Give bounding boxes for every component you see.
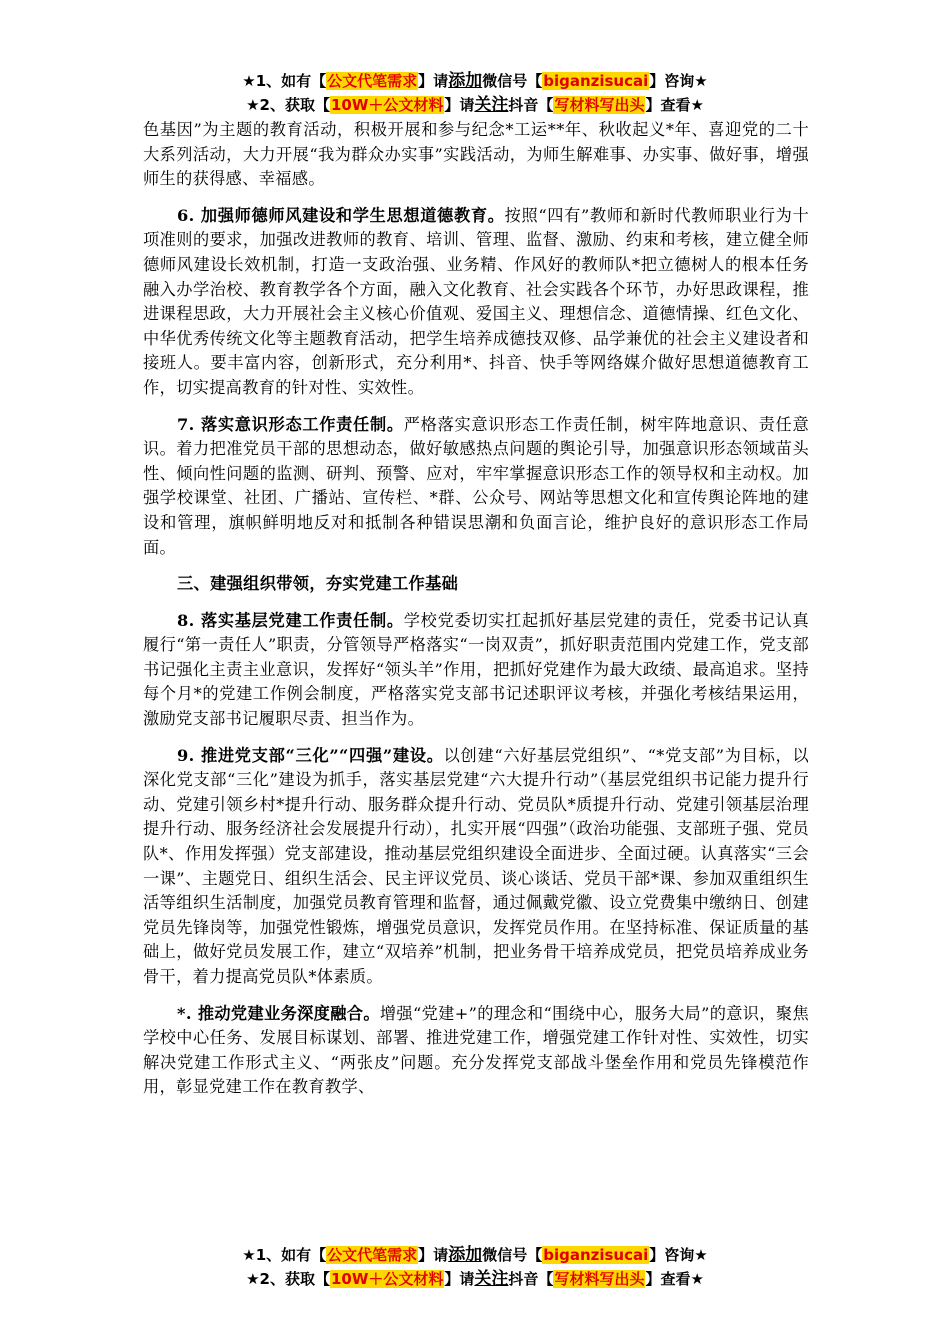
paragraph-text: 按照“四有”教师和新时代教师职业行为十项准则的要求，加强改进教师的教育、培训、管理、监督、激励、约束和考核，建立健全师德师风建设长效机制，打造一支政治强、业务精、作风好的教师队*把立德树人的根本任务融入办学治校、教育教学各个方面，融入文化教育、社会实践各个环节，办好思政课程，推进课程思政，大力开展社会主义核心价值观、爱国主义、理想信念、道德情操、红色文化、中华优秀传统文化等主题教育活动，把学生培养成德技双修、品学兼优的社会主义建设者和接班人。要丰富内容，创新形式，充分利用*、抖音、快手等网络媒介做好思想道德教育工作，切实提高教育的针对性、实效性。: [143, 205, 809, 397]
section-heading-3: 三、建强组织带领，夯实党建工作基础: [177, 574, 459, 594]
paragraph-text: 严格落实意识形态工作责任制，树牢阵地意识、责任意识。着力把准党员干部的思想动态，做好敏感热点问题的舆论引导，加强意识形态领域苗头性、倾向性问题的监测、研判、预警、应对，牢牢掌握意识形态工作的领导权和主动权。加强学校课堂、社团、广播站、宣传栏、*群、公众号、网站等思想文化和宣传舆论阵地的建设和管理，旗帜鲜明地反对和抵制各种错误思潮和负面言论，维护良好的意识形态工作局面。: [143, 414, 809, 557]
paragraph-9: [143, 744, 809, 990]
paragraph-heading: 8. 落实基层党建工作责任制。: [177, 610, 404, 630]
banner-text: 】咨询★: [649, 1246, 708, 1264]
banner-highlight: 公文代笔需求: [327, 1246, 418, 1264]
banner-text: ★2、获取【: [246, 96, 330, 114]
banner-text: ★1、如有【: [242, 1246, 327, 1264]
document-body: [143, 118, 809, 1112]
bottom-banner-line-2: [0, 1268, 950, 1290]
banner-text: 】查看★: [645, 1270, 704, 1288]
banner-underline: 关注: [474, 95, 509, 115]
banner-text: 抖音【: [508, 1270, 554, 1288]
paragraph-heading: 9. 推进党支部“三化”“四强”建设。: [177, 745, 444, 765]
banner-wechat-id: biganzisucai: [543, 1246, 649, 1264]
banner-text: 】查看★: [645, 96, 704, 114]
banner-text: 】请: [444, 1270, 475, 1288]
paragraph-text: 学校党委切实扛起抓好基层党建的责任，党委书记认真履行“第一责任人”职责，分管领导严格落实“一岗双责”，抓好职责范围内党建工作，党支部书记强化主责主业意识，发挥好“领头羊”作用，把抓好党建作为最大政绩、最高追求。坚持每个月*的党建工作例会制度，严格落实党支部书记述职评议考核，并强化考核结果运用，激励党支部书记履职尽责、担当作为。: [143, 610, 809, 729]
paragraph-10: [143, 1002, 809, 1100]
banner-wechat-id: biganzisucai: [543, 72, 649, 90]
banner-underline: 关注: [474, 1269, 509, 1289]
banner-text: 】请: [444, 96, 475, 114]
paragraph-continued: [143, 118, 809, 192]
paragraph-heading: *. 推动党建业务深度融合。: [177, 1003, 380, 1023]
banner-text: 】咨询★: [649, 72, 708, 90]
banner-underline: 添加: [448, 1245, 483, 1265]
paragraph-text: 色基因”为主题的教育活动，积极开展和参与纪念*工运**年、秋收起义*年、喜迎党的二十大系列活动，大力开展“我为群众办实事”实践活动，为师生解难事、办实事、做好事，增强师生的获得感、幸福感。: [143, 120, 809, 189]
paragraph-text: 以创建“六好基层党组织”、“*党支部”为目标，以深化党支部“三化”建设为抓手，落实基层党建“六大提升行动”（基层党组织书记能力提升行动、党建引领乡村*提升行动、服务群众提升行动、党员队*质提升行动、党建引领基层治理提升行动、服务经济社会发展提升行动），扎实开展“四强”（政治功能强、支部班子强、党员队*、作用发挥强）党支部建设，推动基层党组织建设全面进步、全面过硬。认真落实“三会一课”、主题党日、组织生活会、民主评议党员、谈心谈话、党员干部*课、参加双重组织生活等组织生活制度，加强党员教育管理和监督，通过佩戴党徽、设立党费集中缴纳日、创建党员先锋岗等，加强党性锻炼，增强党员意识，发挥党员作用。在坚持标准、保证质量的基础上，做好党员发展工作，建立“双培养”机制，把业务骨干培养成党员，把党员培养成业务骨干，着力提高党员队*体素质。: [143, 745, 809, 986]
paragraph-heading: 7. 落实意识形态工作责任制。: [177, 414, 404, 434]
banner-text: 微信号【: [482, 1246, 543, 1264]
banner-underline: 添加: [448, 71, 483, 91]
paragraph-7: [143, 413, 809, 561]
banner-douyin-id: 写材料写出头: [554, 96, 645, 114]
paragraph-8: [143, 609, 809, 732]
paragraph-text: 增强“党建+”的理念和“围绕中心，服务大局”的意识，聚焦学校中心任务、发展目标谋划、部署、推进党建工作，增强党建工作针对性、实效性，切实解决党建工作形式主义、“两张皮”问题。充分发挥党支部战斗堡垒作用和党员先锋模范作用，彰显党建工作在教育教学、: [143, 1003, 809, 1097]
banner-douyin-id: 写材料写出头: [554, 1270, 645, 1288]
banner-text: 】请: [418, 72, 449, 90]
banner-text: ★1、如有【: [242, 72, 327, 90]
banner-highlight: 公文代笔需求: [327, 72, 418, 90]
paragraph-6: [143, 204, 809, 401]
top-banner-line-2: [0, 94, 950, 116]
banner-text: 抖音【: [508, 96, 554, 114]
bottom-banner-line-1: [0, 1244, 950, 1266]
paragraph-heading: 6. 加强师德师风建设和学生思想道德教育。: [177, 205, 505, 225]
banner-text: 微信号【: [482, 72, 543, 90]
top-banner-line-1: [0, 70, 950, 92]
banner-text: 】请: [418, 1246, 449, 1264]
banner-highlight: 10W＋公文材料: [330, 1270, 444, 1288]
banner-text: ★2、获取【: [246, 1270, 330, 1288]
banner-highlight: 10W＋公文材料: [330, 96, 444, 114]
